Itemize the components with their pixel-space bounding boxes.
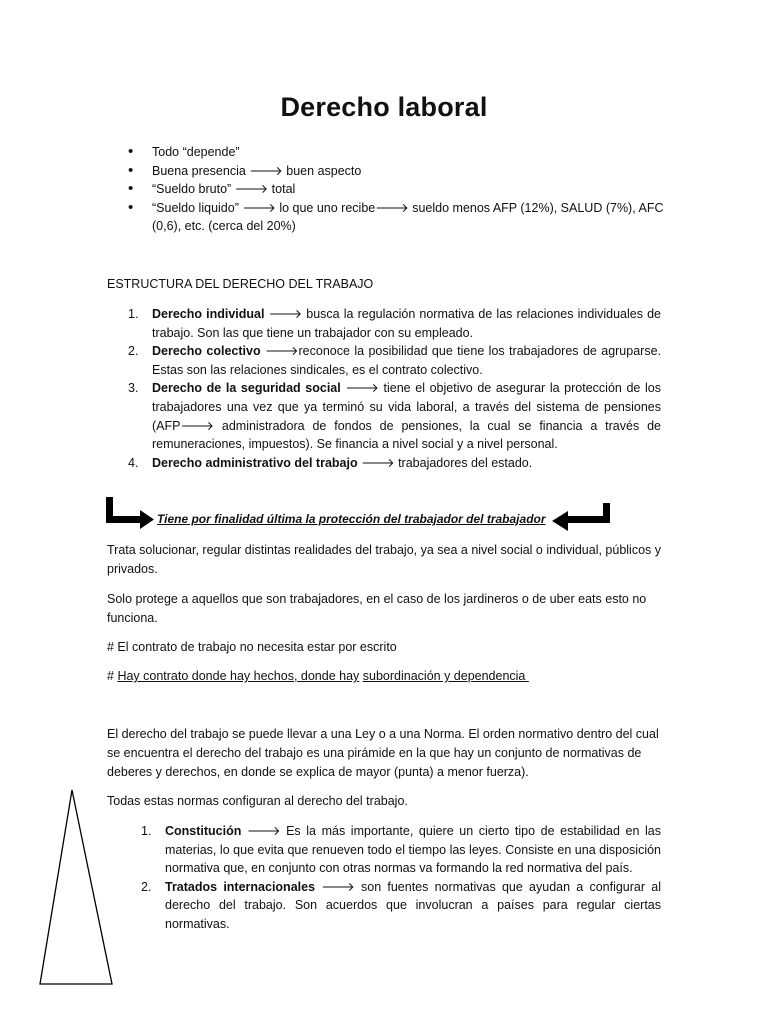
paragraph-prefix: #	[107, 669, 118, 683]
item-term: Derecho de la seguridad social	[152, 381, 341, 396]
section-heading: ESTRUCTURA DEL DERECHO DEL TRABAJO	[107, 277, 374, 291]
banner-text: Tiene por finalidad última la protección del trabajador del trabajador	[157, 512, 546, 526]
paragraph	[107, 667, 661, 686]
pyramid-triangle-icon	[38, 788, 116, 988]
item-term: Derecho administrativo del trabajo	[152, 455, 358, 470]
page-title: Derecho laboral	[280, 92, 488, 122]
item-number: 2.	[141, 879, 152, 894]
list-item: • “Sueldo bruto” 🡒 total	[128, 180, 668, 199]
item-text: 🡒reconoce la posibilidad que tiene los trabajadores de agruparse. Estas son las relaciones sindicales, es el contrato colectivo.	[152, 344, 661, 377]
item-number: 4.	[128, 455, 139, 470]
item-number: 2.	[128, 344, 139, 359]
item-text: 🡒 son fuentes normativas que ayudan a configurar al derecho del trabajo. Son acuerdos que involucran a países para regular ciertas normativas.	[165, 879, 661, 931]
left-arrow-icon	[552, 503, 610, 531]
list-item	[128, 379, 661, 453]
underlined-text: subordinación y dependencia	[362, 669, 526, 683]
item-number: 1.	[128, 307, 139, 321]
list-item: • Todo “depende”	[128, 143, 668, 162]
item-text: 🡒 busca la regulación normativa de las relaciones individuales de trabajo. Son las que tiene un trabajador con su empleado.	[152, 307, 661, 340]
list-item: • Buena presencia 🡒 buen aspecto	[128, 162, 668, 181]
item-term: Constitución	[165, 824, 242, 838]
structure-list	[128, 305, 661, 472]
item-term: Derecho colectivo	[152, 344, 261, 359]
item-text: 🡒 Es la más importante, quiere un cierto tipo de estabilidad en las materias, lo que evita que renueven todo el tiempo las leyes. Consiste en una disposición normativa que, en conjunto con otras normas va formando la red normativa del país.	[165, 824, 661, 876]
list-item	[141, 822, 661, 878]
paragraph: Solo protege a aquellos que son trabajadores, en el caso de los jardineros o de uber eats esto no funciona.	[107, 592, 647, 625]
list-item: • “Sueldo liquido” 🡒 lo que uno recibe🡒 sueldo menos AFP (12%), SALUD (7%), AFC (0,6), etc. (cerca del 20%)	[128, 199, 668, 236]
norms-list	[141, 822, 661, 934]
list-item	[128, 305, 661, 342]
intro-bullet-list	[128, 143, 668, 236]
item-number: 1.	[141, 824, 152, 838]
underlined-text: Hay contrato donde hay hechos, donde hay	[117, 669, 360, 683]
item-term: Derecho individual	[152, 307, 265, 321]
bent-arrow-left-icon	[106, 497, 154, 529]
list-item	[128, 342, 661, 379]
item-number: 3.	[128, 381, 139, 396]
item-term: Tratados internacionales	[165, 879, 316, 894]
item-text: 🡒 trabajadores del estado.	[357, 455, 533, 470]
paragraph: # El contrato de trabajo no necesita estar por escrito	[107, 640, 397, 654]
list-item	[128, 454, 661, 473]
paragraph: Trata solucionar, regular distintas realidades del trabajo, ya sea a nivel social o individual, públicos y privados.	[107, 543, 662, 576]
paragraph: Todas estas normas configuran al derecho del trabajo.	[107, 794, 408, 808]
list-item	[141, 878, 661, 934]
item-text: 🡒 tiene el objetivo de asegurar la protección de los trabajadores una vez que ya terminó su vida laboral, a través del sistema de pensiones (AFP🡒 administradora de fondos de pensiones, la cual se financia a través de remuneraciones, impuestos). Se financia a nivel social y a nivel personal.	[152, 381, 661, 452]
paragraph: El derecho del trabajo se puede llevar a una Ley o a una Norma. El orden normativo dentro del cual se encuentra el derecho del trabajo es una pirámide en la que hay un conjunto de normativas de deberes y derechos, en donde se explica de mayor (punta) a menor fuerza).	[107, 727, 659, 779]
